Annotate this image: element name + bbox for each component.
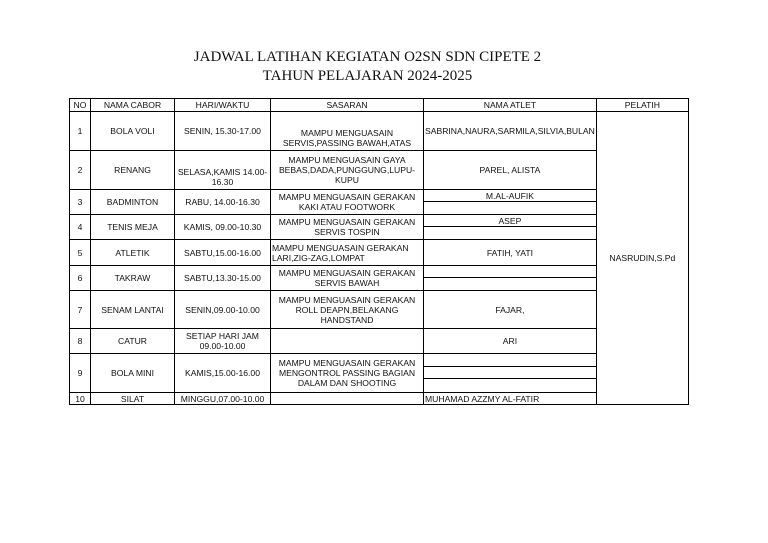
table-row [70, 151, 689, 190]
document-subtitle: TAHUN PELAJARAN 2024-2025 [262, 68, 473, 84]
cell-cabor: BOLA MINI [91, 354, 175, 393]
cell-atlet: FAJAR, [424, 291, 597, 329]
cell-waktu: KAMIS,15.00-16.00 [175, 354, 271, 393]
cell-cabor: CATUR [91, 329, 175, 354]
table-row [70, 240, 689, 266]
header-no: NO [70, 99, 91, 112]
cell-no: 4 [70, 215, 91, 240]
cell-atlet [424, 354, 597, 393]
table-row [70, 215, 689, 240]
cell-no: 9 [70, 354, 91, 393]
cell-cabor: RENANG [91, 151, 175, 190]
cell-no: 3 [70, 190, 91, 215]
header-cabor: NAMA CABOR [91, 99, 175, 112]
cell-atlet-sub-empty [424, 379, 596, 392]
cell-no: 6 [70, 266, 91, 291]
table-row [70, 354, 689, 393]
cell-cabor: BOLA VOLI [91, 112, 175, 151]
cell-cabor: TAKRAW [91, 266, 175, 291]
table-row [70, 393, 689, 405]
table-row [70, 190, 689, 215]
cell-atlet: SABRINA,NAURA,SARMILA,SILVIA,BULAN [424, 112, 597, 151]
cell-atlet-sub: ASEP [424, 215, 596, 227]
table-row [70, 266, 689, 291]
cell-no: 1 [70, 112, 91, 151]
cell-cabor: SENAM LANTAI [91, 291, 175, 329]
cell-no: 5 [70, 240, 91, 266]
cell-sasaran: MAMPU MENGUASAIN GERAKAN MENGONTROL PASSING BAGIAN DALAM DAN SHOOTING [271, 354, 424, 393]
cell-atlet [424, 215, 597, 240]
header-atlet: NAMA ATLET [424, 99, 597, 112]
cell-atlet: PAREL, ALISTA [424, 151, 597, 190]
cell-sasaran [271, 393, 424, 405]
cell-sasaran: MAMPU MENGUASAIN GAYA BEBAS,DADA,PUNGGUNG,LUPU-KUPU [271, 151, 424, 190]
cell-cabor: TENIS MEJA [91, 215, 175, 240]
table-row [70, 112, 689, 151]
table-row [70, 329, 689, 354]
cell-atlet-sub-empty [424, 367, 596, 379]
cell-sasaran: MAMPU MENGUASAIN GERAKAN ROLL DEAPN,BELAKANG HANDSTAND [271, 291, 424, 329]
cell-sasaran: MAMPU MENGUASAIN GERAKAN KAKI ATAU FOOTWORK [271, 190, 424, 215]
cell-pelatih: NASRUDIN,S.Pd [596, 112, 688, 405]
cell-no: 8 [70, 329, 91, 354]
cell-waktu: SELASA,KAMIS 14.00-16.30 [175, 151, 271, 190]
cell-sasaran: MAMPU MENGUASAIN GERAKAN SERVIS BAWAH [271, 266, 424, 291]
table-row [70, 291, 689, 329]
cell-waktu: SETIAP HARI JAM 09.00-10.00 [175, 329, 271, 354]
cell-atlet-sub [424, 354, 596, 367]
cell-no: 7 [70, 291, 91, 329]
cell-cabor: BADMINTON [91, 190, 175, 215]
cell-waktu: SENIN, 15.30-17.00 [175, 112, 271, 151]
schedule-table [69, 98, 689, 405]
cell-atlet: MUHAMAD AZZMY AL-FATIR [424, 393, 597, 405]
cell-atlet: ARI [424, 329, 597, 354]
cell-atlet-sub [424, 266, 596, 278]
cell-cabor: ATLETIK [91, 240, 175, 266]
cell-sasaran: MAMPU MENGUASAIN SERVIS,PASSING BAWAH,ATAS [271, 112, 424, 151]
cell-atlet-sub-empty [424, 278, 596, 290]
table-header-row [70, 99, 689, 112]
cell-atlet-sub-empty [424, 202, 596, 214]
cell-no: 2 [70, 151, 91, 190]
cell-waktu: KAMIS, 09.00-10.30 [175, 215, 271, 240]
cell-sasaran: MAMPU MENGUASAIN GERAKAN SERVIS TOSPIN [271, 215, 424, 240]
cell-sasaran [271, 329, 424, 354]
header-pelatih: PELATIH [596, 99, 688, 112]
cell-sasaran: MAMPU MENGUASAIN GERAKAN LARI,ZIG-ZAG,LOMPAT [271, 240, 424, 266]
cell-atlet-sub: M.AL-AUFIK [424, 190, 596, 202]
cell-atlet-sub-empty [424, 227, 596, 239]
cell-atlet [424, 266, 597, 291]
cell-atlet [424, 190, 597, 215]
cell-cabor: SILAT [91, 393, 175, 405]
document-title: JADWAL LATIHAN KEGIATAN O2SN SDN CIPETE 2 [193, 49, 542, 65]
cell-no: 10 [70, 393, 91, 405]
cell-waktu: SENIN,09.00-10.00 [175, 291, 271, 329]
cell-waktu: SABTU,15.00-16.00 [175, 240, 271, 266]
header-waktu: HARI/WAKTU [175, 99, 271, 112]
cell-waktu: SABTU,13.30-15.00 [175, 266, 271, 291]
cell-waktu: RABU, 14.00-16.30 [175, 190, 271, 215]
header-sasaran: SASARAN [271, 99, 424, 112]
cell-atlet: FATIH, YATI [424, 240, 597, 266]
cell-waktu: MINGGU,07.00-10.00 [175, 393, 271, 405]
